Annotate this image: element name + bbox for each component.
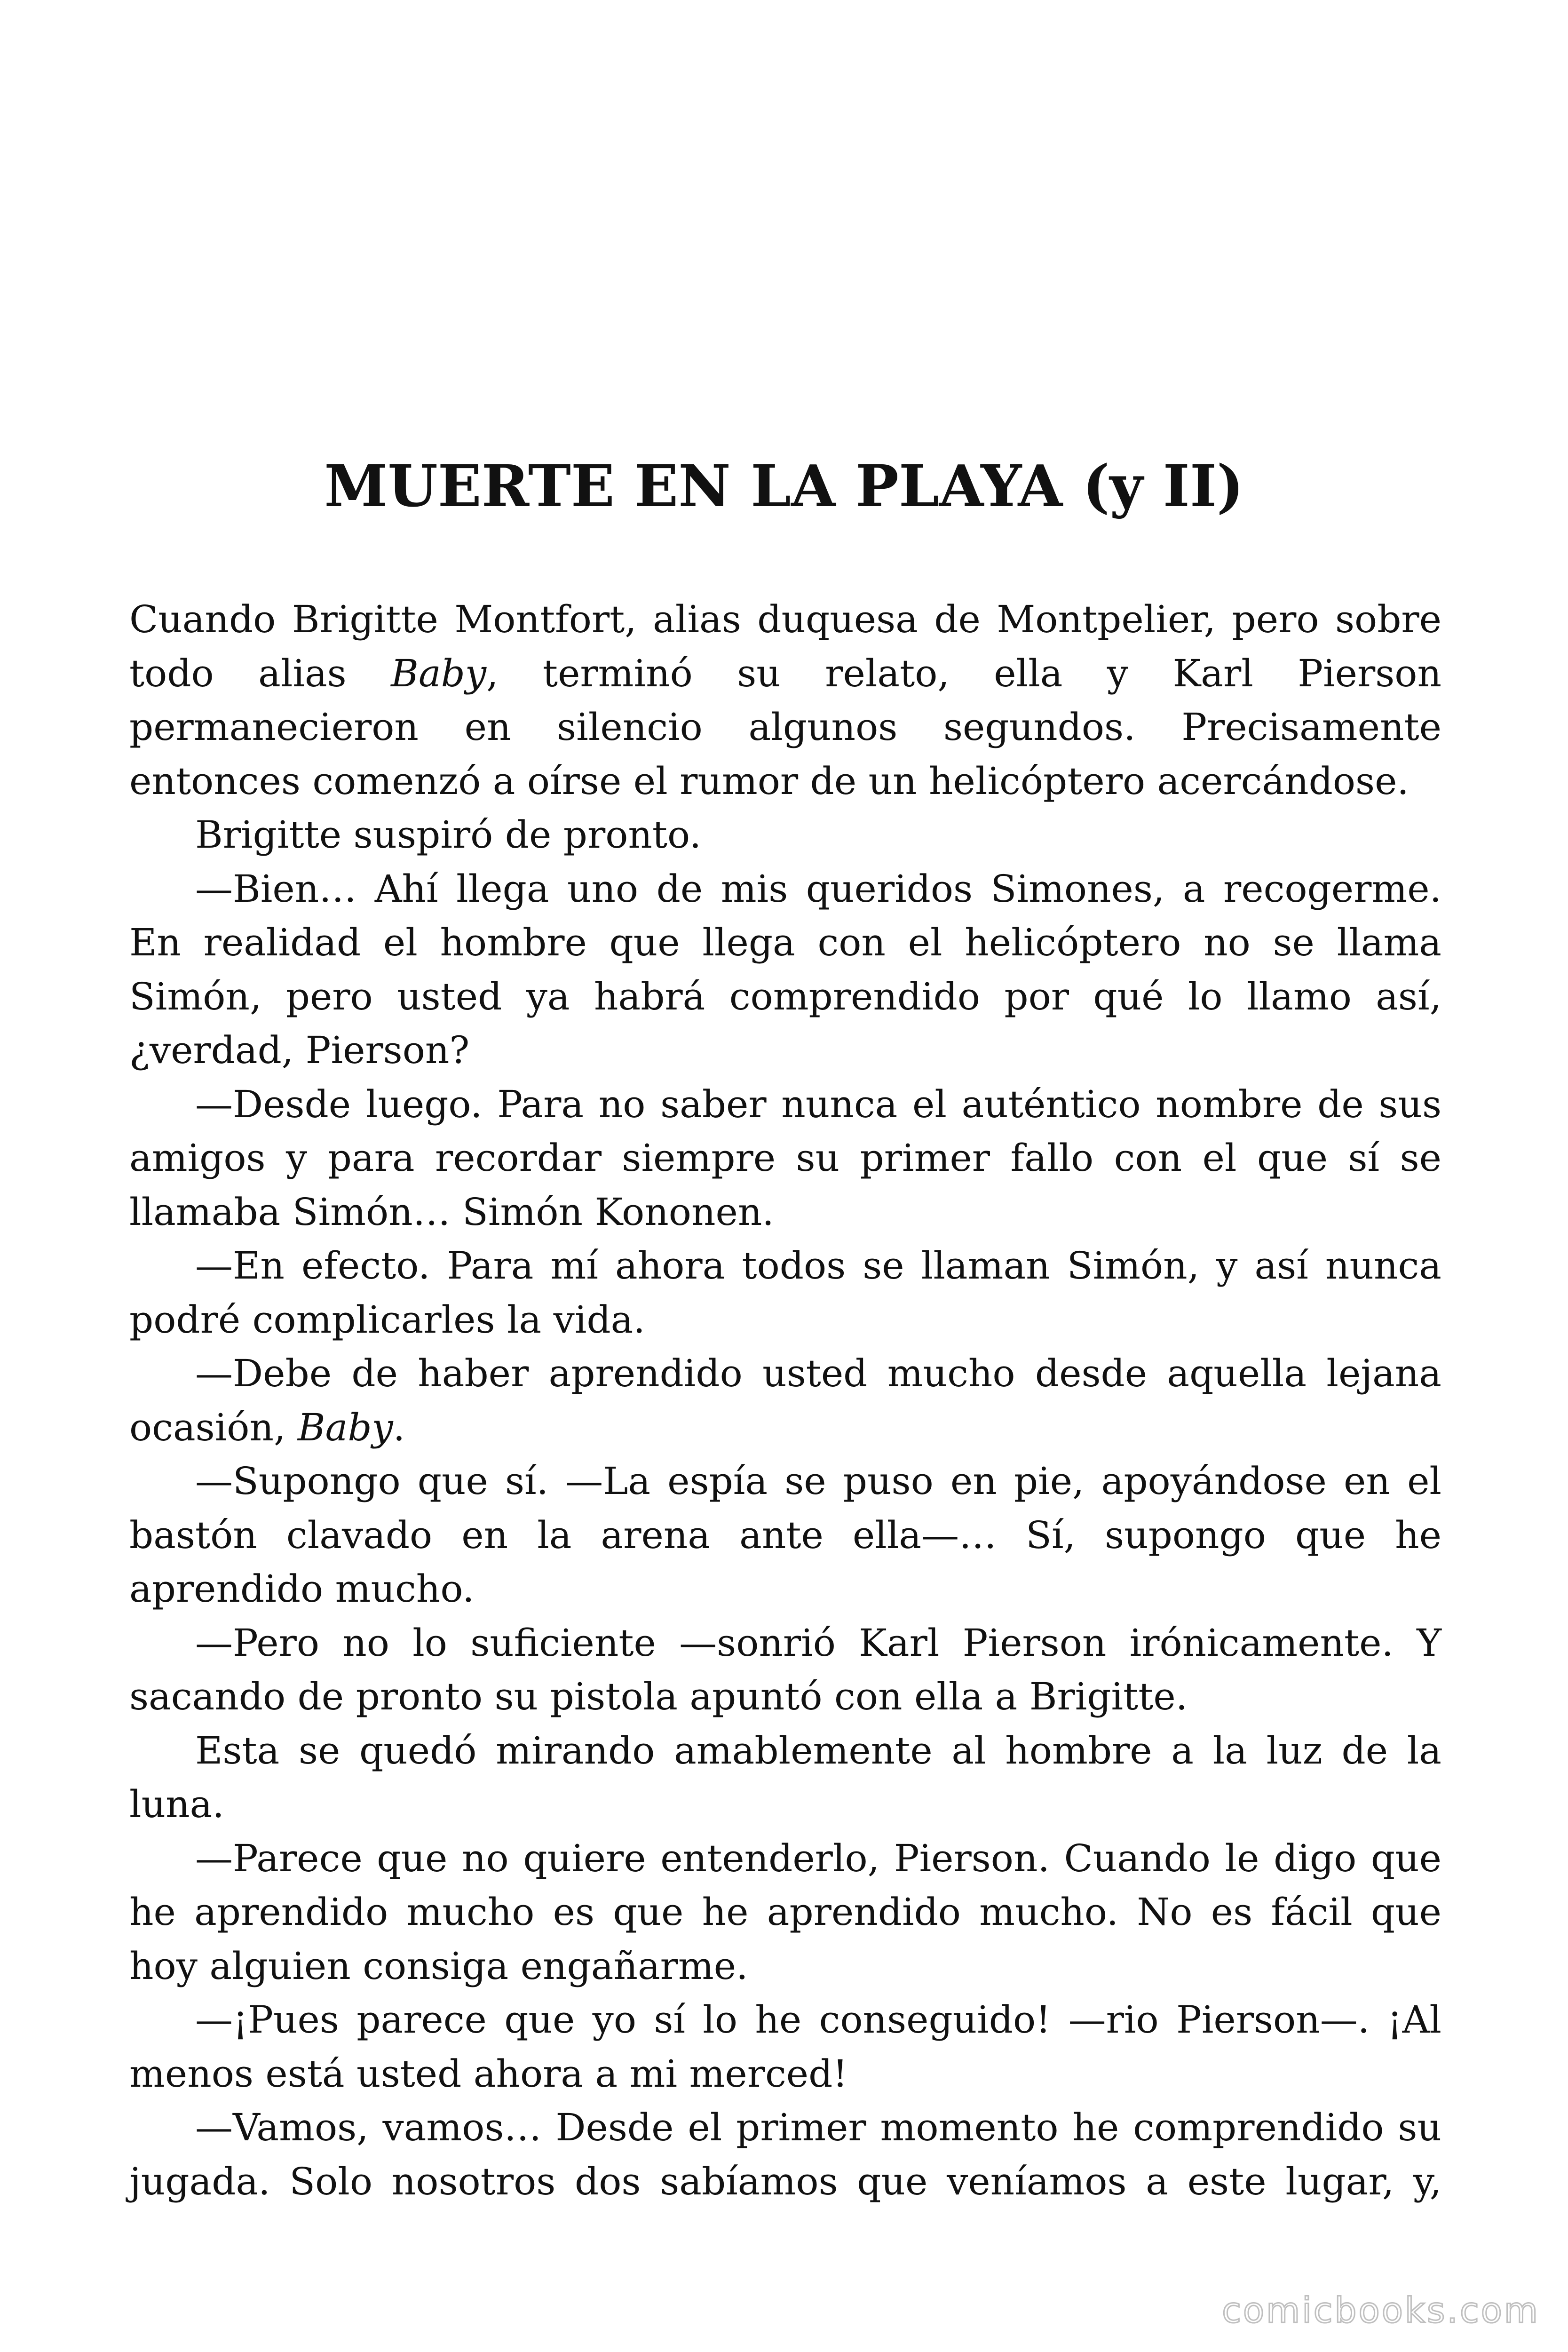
text-run: Brigitte suspiró de pronto. [195,813,702,857]
text-run: —En efecto. Para mí ahora todos se llaman Simón, y así nunca podré complicarles la vida. [129,1244,1441,1342]
italic-text: Baby [391,651,487,695]
chapter-body [129,593,1441,2209]
text-run: . [393,1405,405,1449]
paragraph [129,1454,1441,1616]
paragraph [129,1078,1441,1240]
paragraph [129,1347,1441,1454]
text-run: —Desde luego. Para no saber nunca el auténtico nombre de sus amigos y para recordar siempre su primer fallo con el que sí se llamaba Simón… Simón Kononen. [129,1082,1441,1234]
paragraph [129,1616,1441,1724]
paragraph [129,1832,1441,1994]
text-run: —Pero no lo suficiente —sonrió Karl Pierson irónicamente. Y sacando de pronto su pistola apuntó con ella a Brigitte. [129,1621,1441,1718]
paragraph [129,593,1441,808]
text-run: —Parece que no quiere entenderlo, Pierson. Cuando le digo que he aprendido mucho es que he aprendido mucho. No es fácil que hoy alguien consiga engañarme. [129,1836,1441,1988]
italic-text: Baby [297,1405,393,1449]
text-run: —Bien… Ahí llega uno de mis queridos Simones, a recogerme. En realidad el hombre que llega con el helicóptero no se llama Simón, pero usted ya habrá comprendido por qué lo llamo así, ¿verdad, Pierson? [129,866,1441,1072]
paragraph [129,2101,1441,2209]
paragraph [129,1993,1441,2101]
chapter-title: MUERTE EN LA PLAYA (y II) [324,452,1244,520]
site-watermark: comicbooks.com [1222,2290,1540,2331]
text-run: —Debe de haber aprendido usted mucho desde aquella lejana ocasión, [129,1351,1441,1449]
paragraph [129,1724,1441,1832]
text-run: —Vamos, vamos… Desde el primer momento he comprendido su jugada. Solo nosotros dos sabíamos que veníamos a este lugar, y, [129,2106,1441,2203]
paragraph [129,862,1441,1078]
paragraph [129,808,1441,862]
text-run: —Supongo que sí. —La espía se puso en pie, apoyándose en el bastón clavado en la arena ante ella—… Sí, supongo que he aprendido mucho. [129,1459,1441,1611]
text-run: —¡Pues parece que yo sí lo he conseguido! —rio Pierson—. ¡Al menos está usted ahora a mi merced! [129,1998,1441,2096]
paragraph [129,1239,1441,1347]
text-run: Cuando Brigitte Montfort, alias duquesa de Montpelier, pero sobre todo alias [129,597,1441,695]
text-run: , terminó su relato, ella y Karl Pierson permanecieron en silencio algunos segundos. Precisamente entonces comenzó a oírse el rumor de un helicóptero acercándose. [129,651,1441,803]
text-run: Esta se quedó mirando amablemente al hombre a la luz de la luna. [129,1728,1441,1826]
